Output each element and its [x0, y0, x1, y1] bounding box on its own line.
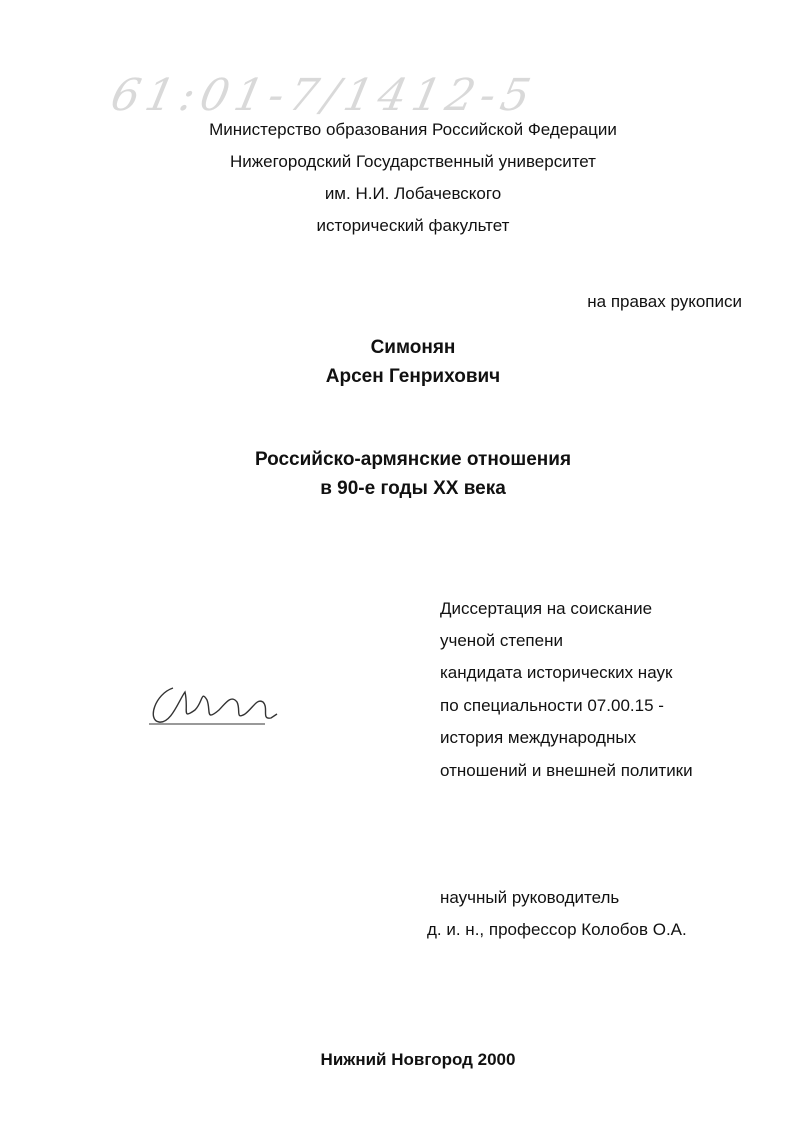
university-line: Нижегородский Государственный университет [230, 152, 596, 171]
author-given-names: Арсен Генрихович [325, 366, 501, 387]
info-line: отношений и внешней политики [440, 761, 693, 780]
named-after-line: им. Н.И. Лобачевского [324, 184, 502, 203]
faculty-line: исторический факультет [316, 216, 510, 235]
handwritten-archive-code: 61:01-7/1412-5 [106, 70, 541, 121]
author-surname: Симонян [370, 337, 456, 358]
signature-image [145, 680, 285, 730]
info-line: ученой степени [440, 631, 563, 650]
info-line: по специальности 07.00.15 - [440, 696, 664, 715]
info-line: история международных [440, 728, 637, 747]
city-year: Нижний Новгород 2000 [320, 1050, 516, 1069]
manuscript-note: на правах рукописи [587, 292, 742, 311]
title-line-1: Российско-армянские отношения [254, 449, 572, 470]
info-line: кандидата исторических наук [440, 663, 673, 682]
supervisor-label: научный руководитель [440, 888, 620, 907]
supervisor-name: д. и. н., профессор Колобов О.А. [427, 920, 687, 939]
title-line-2: в 90-е годы XX века [320, 478, 506, 499]
ministry-line: Министерство образования Российской Федерации [209, 120, 617, 139]
info-line: Диссертация на соискание [440, 599, 653, 618]
